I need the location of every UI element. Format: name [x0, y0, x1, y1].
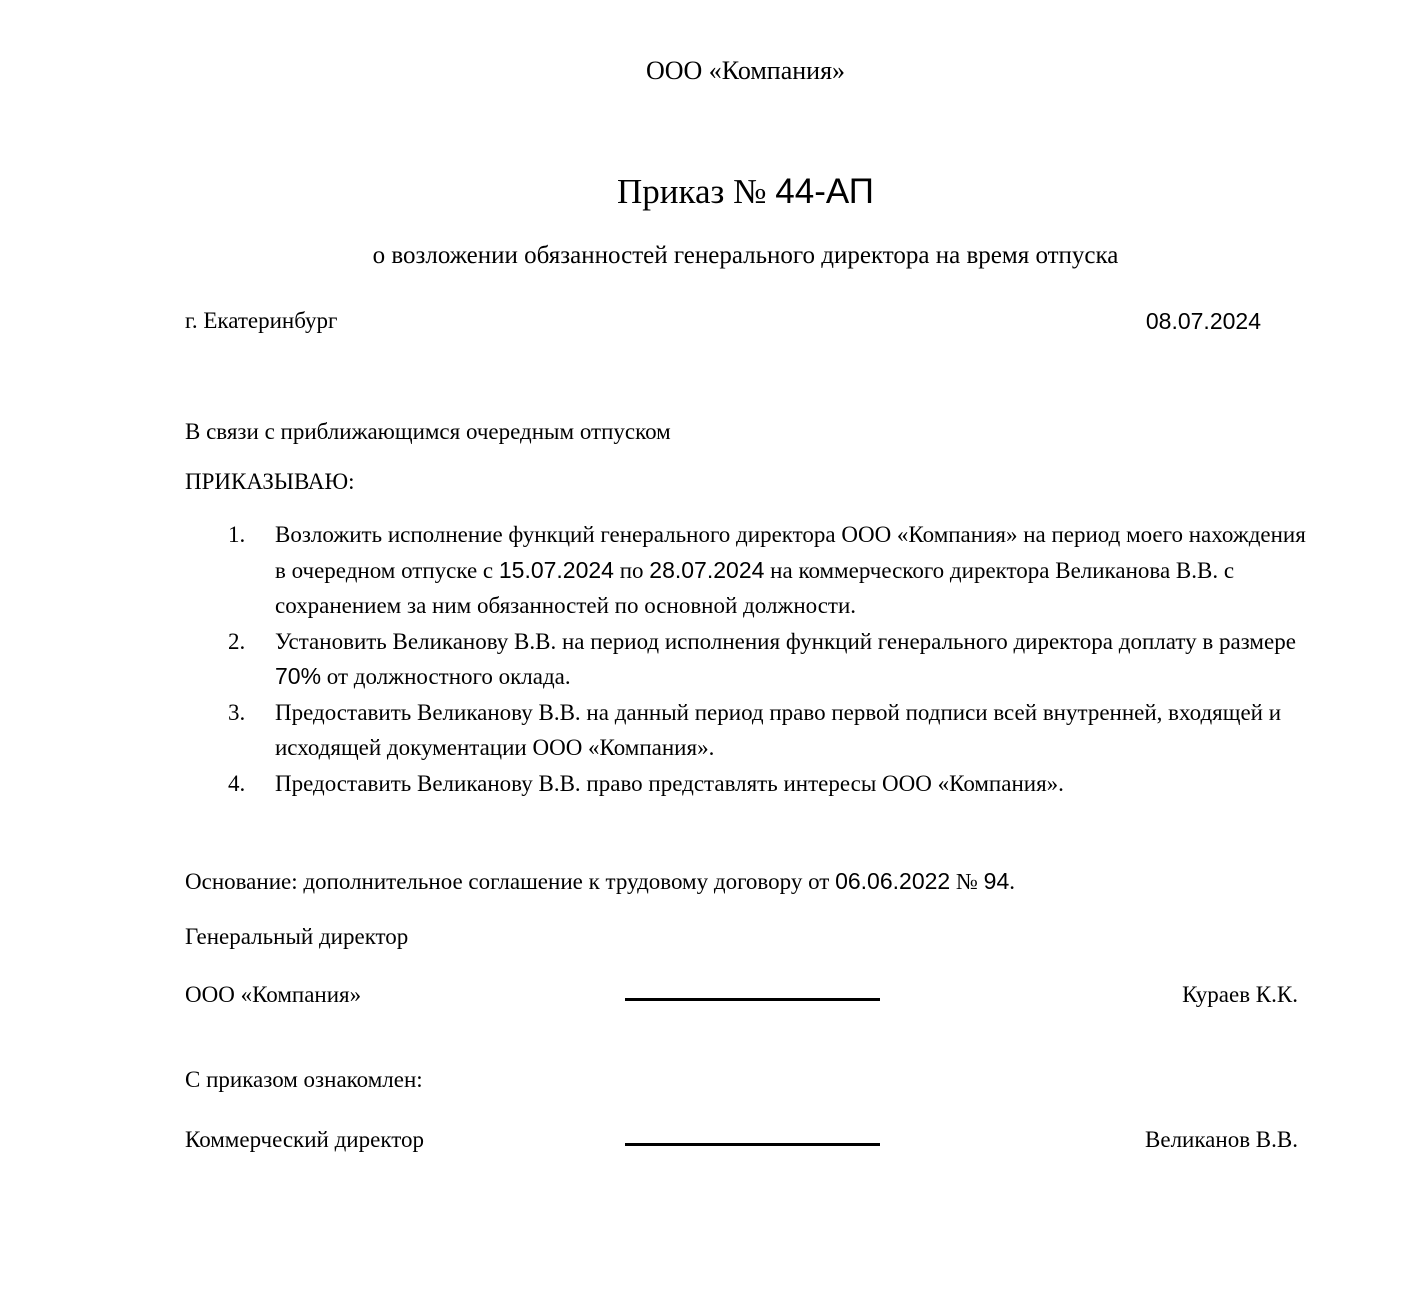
vacation-end-date: 28.07.2024 [649, 556, 765, 583]
comm-director-title: Коммерческий директор [185, 1127, 424, 1152]
basis-paragraph: Основание: дополнительное соглашение к трудовому договору от 06.06.2022 № 94. [185, 868, 1015, 894]
city-date-row [185, 307, 1306, 335]
company-name-header: ООО «Компания» [645, 56, 846, 85]
gen-director-org: ООО «Компания» [185, 982, 362, 1007]
order-item-2 [185, 624, 1306, 695]
salary-supplement-percent: 70% [275, 663, 322, 689]
intro-paragraph: В связи с приближающимся очередным отпуском [185, 419, 671, 444]
acknowledged-label: С приказом ознакомлен: [185, 1067, 423, 1092]
comm-director-signature-row [185, 1126, 1306, 1154]
order-item-2-number: 2. [228, 628, 246, 654]
order-items-list [185, 517, 1306, 801]
order-item-3 [185, 695, 1306, 766]
contract-number: 94 [983, 868, 1010, 894]
document-city: г. Екатеринбург [185, 308, 338, 333]
decree-word: ПРИКАЗЫВАЮ: [185, 469, 355, 494]
order-number: 44-АП [775, 172, 874, 211]
contract-date: 06.06.2022 [835, 868, 951, 894]
order-item-4-number: 4. [228, 770, 246, 796]
order-title-prefix: Приказ № [617, 172, 776, 211]
document-date: 08.07.2024 [1145, 308, 1261, 334]
order-title [185, 171, 1306, 213]
order-item-2-text: Установить Великанову В.В. на период исполнения функций генерального директора доплату в размере 70% от должностного оклада. [275, 628, 1296, 689]
order-item-1 [185, 517, 1306, 624]
gen-director-title: Генеральный директор [185, 924, 409, 949]
vacation-start-date: 15.07.2024 [498, 556, 614, 583]
order-item-1-text: Возложить исполнение функций генерального директора ООО «Компания» на период моего нахождения в очередном отпуске с 15.07.2024 по 28.07.2024 на коммерческого директора Великанова В.В. с сохранением за ним обязанностей по основной должности. [275, 522, 1306, 618]
gen-director-signature-row [185, 981, 1306, 1009]
order-item-3-number: 3. [228, 699, 246, 725]
order-item-4-text: Предоставить Великанову В.В. право представлять интересы ООО «Компания». [275, 770, 1064, 796]
order-subtitle: о возложении обязанностей генерального директора на время отпуска [372, 242, 1119, 269]
gen-director-name: Кураев К.К. [1182, 982, 1298, 1007]
order-item-3-text: Предоставить Великанову В.В. на данный период право первой подписи всей внутренней, входящей и исходящей документации ООО «Компания». [275, 699, 1282, 760]
comm-director-signature-line [625, 1126, 880, 1146]
order-item-1-number: 1. [228, 522, 246, 547]
gen-director-signature-line [625, 981, 880, 1001]
order-item-4 [185, 766, 1306, 802]
comm-director-name: Великанов В.В. [1145, 1127, 1298, 1152]
